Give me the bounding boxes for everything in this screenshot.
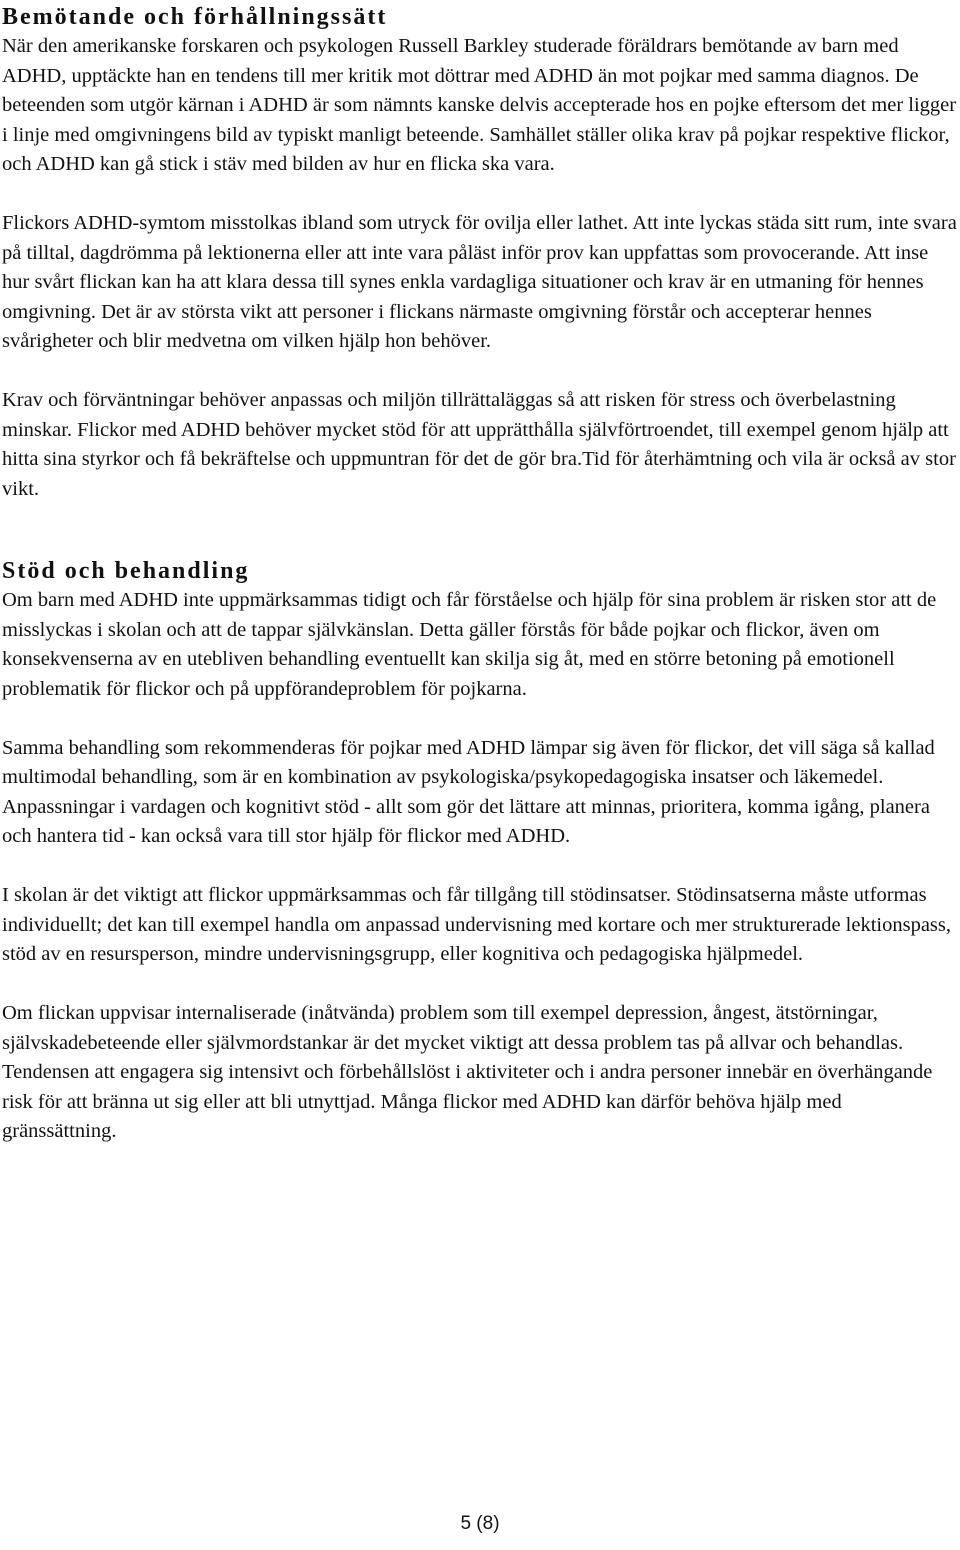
paragraph-spacer	[2, 852, 958, 882]
paragraph: Flickors ADHD-symtom misstolkas ibland som utryck för ovilja eller lathet. Att inte lyckas städa sitt rum, inte svara på tilltal, dagdrömma på lektionerna eller att inte vara påläst inför prov kan uppfattas som provocerande. Att inse hur svårt flickan kan ha att klara dessa till synes enkla vardagliga situationer och krav är en utmaning för hennes omgivning. Det är av största vikt att personer i flickans närmaste omgivning förstår och accepterar hennes svårigheter och blir medvetna om vilken hjälp hon behöver.	[2, 212, 957, 352]
document-page	[2, 0, 958, 1147]
paragraph: Om flickan uppvisar internaliserade (inåtvända) problem som till exempel depression, ångest, ätstörningar, självskadebeteende eller självmordstankar är det mycket viktigt att dessa problem tas på allvar och behandlas. Tendensen att engagera sig intensivt och förbehållslöst i aktiviteter och i andra personer innebär en överhängande risk för att bränna ut sig eller att bli utnyttjad. Många flickor med ADHD kan därför behöva hjälp med gränssättning.	[2, 1002, 933, 1142]
paragraph: Samma behandling som rekommenderas för pojkar med ADHD lämpar sig även för flickor, det vill säga så kallad multimodal behandling, som är en kombination av psykologiska/psykopedagogiska insatser och läkemedel. Anpassningar i vardagen och kognitivt stöd - allt som gör det lättare att minnas, prioritera, komma igång, planera och hantera tid - kan också vara till stor hjälp för flickor med ADHD.	[2, 736, 935, 847]
paragraph: När den amerikanske forskaren och psykologen Russell Barkley studerade föräldrars bemötande av barn med ADHD, upptäckte han en tendens till mer kritik mot döttrar med ADHD än mot pojkar med samma diagnos. De beteenden som utgör kärnan i ADHD är som nämnts kanske delvis accepterade hos en pojke eftersom det mer ligger i linje med omgivningens bild av typiskt manligt beteende. Samhället ställer olika krav på pojkar respektive flickor, och ADHD kan gå stick i stäv med bilden av hur en flicka ska vara.	[2, 35, 957, 175]
paragraph-spacer	[2, 357, 958, 387]
paragraph: Krav och förväntningar behöver anpassas och miljön tillrättaläggas så att risken för stress och överbelastning minskar. Flickor med ADHD behöver mycket stöd för att upprätthålla självförtroendet, till exempel genom hjälp att hitta sina styrkor och få bekräftelse och uppmuntran för det de gör bra.Tid för återhämtning och vila är också av stor vikt.	[2, 389, 956, 500]
paragraph: I skolan är det viktigt att flickor uppmärksammas och får tillgång till stödinsatser. Stödinsatserna måste utformas individuellt; det kan till exempel handla om anpassad undervisning med kortare och mer strukturerade lektionspass, stöd av en resursperson, mindre undervisningsgrupp, eller kognitiva och pedagogiska hjälpmedel.	[2, 884, 952, 965]
section-spacer	[2, 504, 958, 556]
section-heading-bemotande: Bemötande och förhållningssätt	[2, 4, 388, 30]
paragraph-spacer	[2, 704, 958, 734]
page-number: 5 (8)	[460, 1513, 500, 1534]
section-heading-stod: Stöd och behandling	[2, 558, 250, 584]
paragraph: Om barn med ADHD inte uppmärksammas tidigt och får förståelse och hjälp för sina problem är risken stor att de misslyckas i skolan och att de tappar självkänslan. Detta gäller förstås för både pojkar och flickor, även om konsekvenserna av en utebliven behandling eventuellt kan skilja sig åt, med en större betoning på emotionell problematik för flickor och på uppförandeproblem för pojkarna.	[2, 589, 937, 700]
paragraph-spacer	[2, 970, 958, 1000]
paragraph-spacer	[2, 180, 958, 210]
